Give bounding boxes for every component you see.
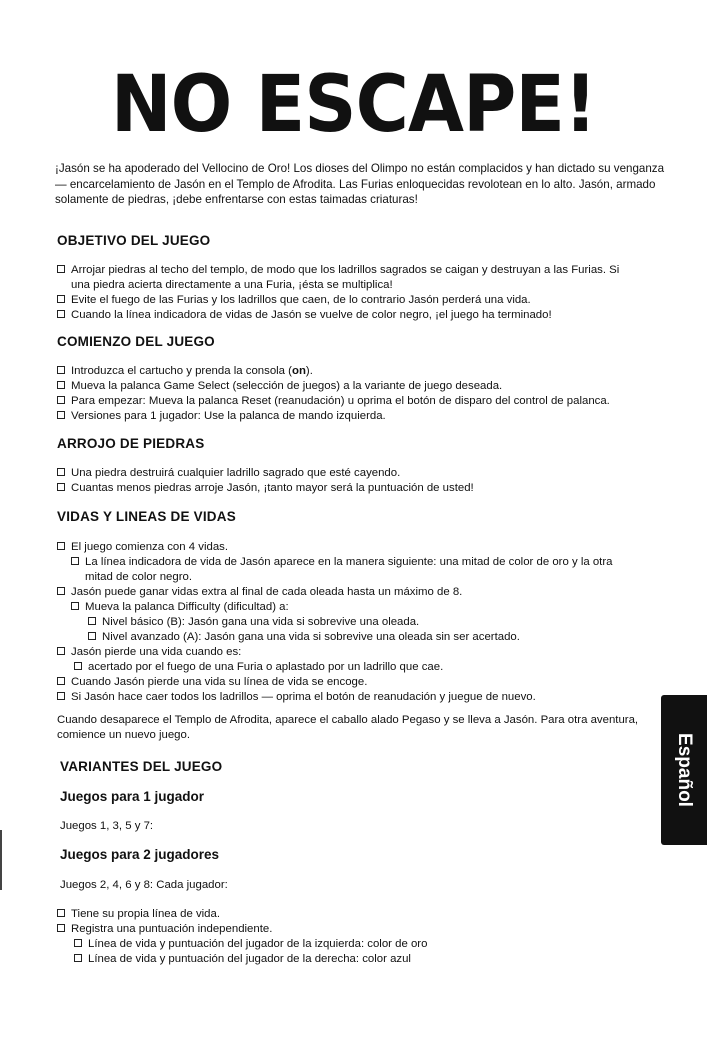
list-item: Tiene su propia línea de vida. [57,907,220,922]
list-item: acertado por el fuego de una Furia o aplastado por un ladrillo que cae. [74,660,443,675]
checkbox-bullet [88,617,96,625]
list-item: Nivel básico (B): Jasón gana una vida si sobrevive una oleada. [88,615,419,630]
list-item: Si Jasón hace caer todos los ladrillos — oprima el botón de reanudación y juegue de nuevo. [57,690,536,705]
checkbox-bullet [57,411,65,419]
checkbox-bullet [57,924,65,932]
list-item: Introduzca el cartucho y prenda la consola (on). [57,364,313,379]
list-item: Cuando Jasón pierde una vida su línea de vida se encoge. [57,675,367,690]
checkbox-bullet [57,295,65,303]
list-item: Mueva la palanca Difficulty (dificultad) a: [71,600,289,615]
checkbox-bullet [57,647,65,655]
page-edge-mark [0,830,2,890]
checkbox-bullet [57,310,65,318]
one-player-games: Juegos 1, 3, 5 y 7: [60,820,154,832]
list-item: Nivel avanzado (A): Jasón gana una vida si sobrevive una oleada sin ser acertado. [88,630,520,645]
list-item: Cuantas menos piedras arroje Jasón, ¡tanto mayor será la puntuación de usted! [57,481,474,496]
checkbox-bullet [57,366,65,374]
heading-vidas: VIDAS Y LINEAS DE VIDAS [57,509,236,524]
language-tab [661,695,707,845]
heading-arrojo: ARROJO DE PIEDRAS [57,436,205,451]
list-item: Línea de vida y puntuación del jugador de la derecha: color azul [74,952,411,967]
list-item: Evite el fuego de las Furias y los ladrillos que caen, de lo contrario Jasón perderá una vida. [57,293,531,308]
list-item: Línea de vida y puntuación del jugador de la izquierda: color de oro [74,937,427,952]
two-player-games: Juegos 2, 4, 6 y 8: Cada jugador: [60,879,228,891]
checkbox-bullet [57,381,65,389]
checkbox-bullet [71,557,79,565]
list-item-continuation: una piedra acierta directamente a una Furia, ¡ésta se multiplica! [71,279,393,291]
language-tab-label: Español [674,733,695,807]
list-item: Para empezar: Mueva la palanca Reset (reanudación) u oprima el botón de disparo del control de palanca. [57,394,610,409]
checkbox-bullet [74,662,82,670]
checkbox-bullet [57,483,65,491]
checkbox-bullet [57,909,65,917]
list-item: El juego comienza con 4 vidas. [57,540,228,555]
heading-objetivo: OBJETIVO DEL JUEGO [57,233,211,248]
list-item: Versiones para 1 jugador: Use la palanca de mando izquierda. [57,409,386,424]
page-title: NO ESCAPE! [110,60,597,150]
checkbox-bullet [57,692,65,700]
checkbox-bullet [74,939,82,947]
checkbox-bullet [57,677,65,685]
list-item: Una piedra destruirá cualquier ladrillo sagrado que esté cayendo. [57,466,400,481]
heading-variantes: VARIANTES DEL JUEGO [60,759,223,774]
list-item: La línea indicadora de vida de Jasón aparece en la manera siguiente: una mitad de color de oro y la otra [71,555,612,570]
closing-paragraph: Cuando desaparece el Templo de Afrodita, aparece el caballo alado Pegaso y se lleva a Jasón. Para otra aventura, comience un nuevo juego. [57,714,639,741]
list-item: Mueva la palanca Game Select (selección de juegos) a la variante de juego deseada. [57,379,502,394]
heading-one-player: Juegos para 1 jugador [60,789,205,804]
checkbox-bullet [57,587,65,595]
list-item: Jasón puede ganar vidas extra al final de cada oleada hasta un máximo de 8. [57,585,462,600]
checkbox-bullet [57,542,65,550]
heading-two-players: Juegos para 2 jugadores [60,847,220,862]
checkbox-bullet [57,468,65,476]
checkbox-bullet [88,632,96,640]
checkbox-bullet [74,954,82,962]
checkbox-bullet [71,602,79,610]
list-item-continuation: mitad de color negro. [85,571,193,583]
intro-paragraph: ¡Jasón se ha apoderado del Vellocino de Oro! Los dioses del Olimpo no están complacidos y han dictado su venganza — encarcelamiento de Jasón en el Templo de Afrodita. Las Furias enloquecidas revolotean en lo alto. Jasón, armado solamente de piedras, ¡debe enfrentarse con estas taimadas criaturas! [55,162,665,206]
heading-comienzo: COMIENZO DEL JUEGO [57,334,215,349]
list-item: Jasón pierde una vida cuando es: [57,645,241,660]
checkbox-bullet [57,265,65,273]
list-item: Registra una puntuación independiente. [57,922,272,937]
checkbox-bullet [57,396,65,404]
list-item: Cuando la línea indicadora de vidas de Jasón se vuelve de color negro, ¡el juego ha terminado! [57,308,552,323]
list-item: Arrojar piedras al techo del templo, de modo que los ladrillos sagrados se caigan y destruyan a las Furias. Si [57,263,619,278]
